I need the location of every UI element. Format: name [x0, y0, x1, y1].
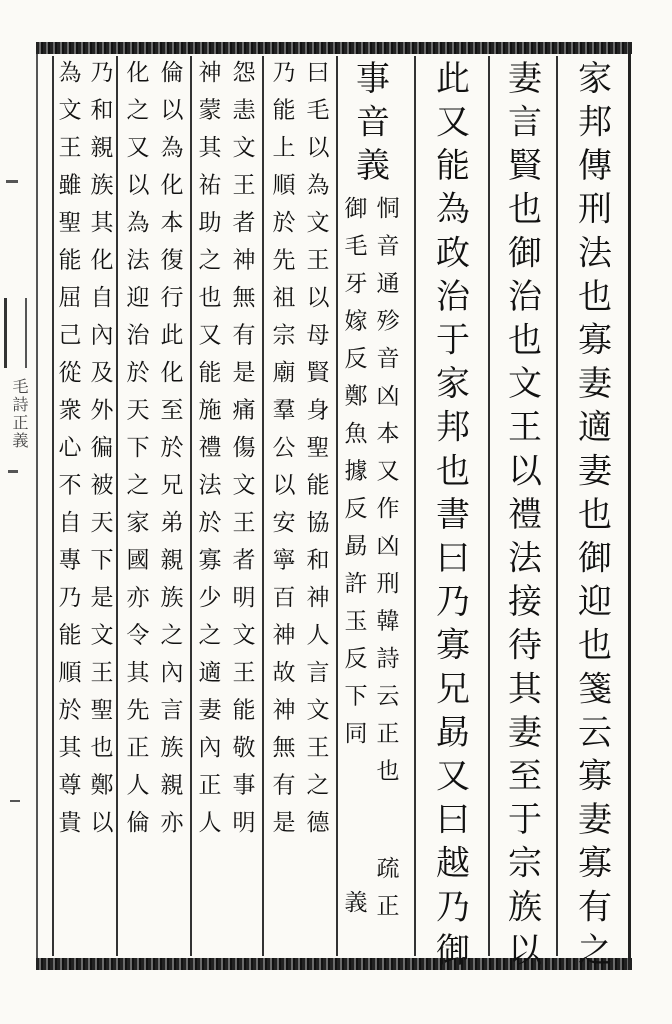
column-rule — [262, 56, 264, 956]
text-column-3 — [429, 60, 470, 976]
margin-book-title: 毛詩正義 — [10, 378, 29, 450]
text-column-9 — [156, 60, 184, 960]
left-frame-border — [36, 54, 38, 958]
text-column-5 — [302, 60, 330, 960]
column-text: 曰毛以為文王以母賢身聖能協和神人言文王之德 — [302, 60, 329, 848]
margin-fishtail-mark — [4, 298, 27, 368]
margin-tick — [6, 180, 18, 183]
text-column-11 — [86, 60, 114, 960]
text-column-8 — [194, 60, 222, 960]
column-text: 神蒙其祐助之也又能施禮法於寡少之適妻內正人 — [194, 60, 221, 848]
text-column-1 — [571, 60, 612, 976]
column-text: 義 — [340, 890, 367, 928]
right-frame-border — [628, 42, 631, 970]
margin-tick — [10, 780, 20, 802]
column-text: 乃能上順於先祖宗廟羣公以安寧百神故神無有是 — [268, 60, 295, 848]
column-text: 疏正 — [372, 856, 399, 931]
column-text: 此又能為政治于家邦也書曰乃寡兄勗又曰越乃御 — [429, 60, 470, 976]
column-text: 乃和親族其化自內及外徧被天下是文王聖也鄭以 — [86, 60, 113, 848]
column-text: 妻言賢也御治也文王以禮法接待其妻至于宗族以 — [501, 60, 542, 976]
column-rule — [414, 56, 416, 956]
column-text: 為文王雖聖能屈己從衆心不自專乃能順於其尊貴 — [54, 60, 81, 848]
column-text: 家邦傳刑法也寡妻適妻也御迎也箋云寡妻寡有之 — [571, 60, 612, 976]
text-column-10 — [122, 60, 150, 960]
column-rule — [556, 56, 558, 956]
top-frame-border — [36, 42, 632, 54]
annotation-column-b — [372, 856, 400, 946]
text-column-12 — [54, 60, 82, 960]
column-text: 恫音通殄音凶本又作凶刑韓詩云正也 — [372, 196, 399, 796]
yinyi-heading: 事音義 — [349, 60, 390, 191]
annotation-column-d — [340, 890, 368, 940]
column-rule — [488, 56, 490, 956]
column-text: 倫以為化本復行此化至於兄弟親族之內言族親亦 — [156, 60, 183, 848]
margin-tick — [8, 470, 18, 473]
text-column-6 — [268, 60, 296, 960]
annotation-column-c — [340, 196, 368, 836]
annotation-column-a — [372, 196, 400, 836]
column-text: 御毛牙嫁反鄭魚據反勗許玉反下同 — [340, 196, 367, 759]
column-text: 化之又以為法迎治於天下之家國亦令其先正人倫 — [122, 60, 149, 848]
text-column-2 — [501, 60, 542, 976]
text-column-7 — [228, 60, 256, 960]
column-text: 怨恚文王者神無有是痛傷文王者明文王能敬事明 — [228, 60, 255, 848]
